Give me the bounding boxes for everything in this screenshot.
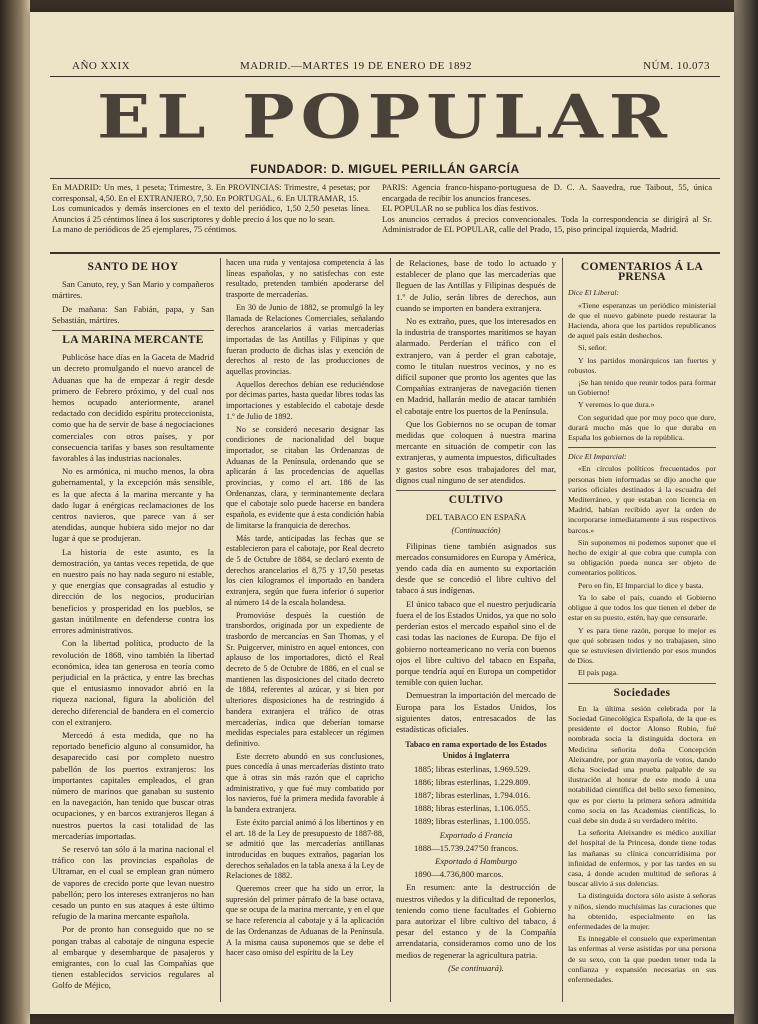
body-rule: [50, 252, 720, 254]
column-3: [396, 258, 556, 976]
paragraph: Mercedó á esta medida, que no ha reportado beneficio alguno al consumidor, ha desaparecido casi por completo nuestro pabellón de los puertos extranjeros: los importantes capitales empleados, el gran número de marinos que ganaban su sustento en la navegación, han tenido que buscar otras ocupaciones, y en barcos extranjeros llegan á nuestros puertos la casi totalidad de las mercaderías importadas.: [52, 729, 214, 841]
saint-today: San Canuto, rey, y San Mario y compañeros mártires.: [52, 279, 214, 301]
france-title: Exportado á Francia: [439, 829, 513, 840]
paragraph: Este éxito parcial animó á los libertinos y en el art. 18 de la Ley de presupuesto de 1887-88, se admitió que las mercaderías antillanas introducidas en buques extraños, pagarían los derechos señalados en la tabla anexa á la Ley de Relaciones de 1882.: [226, 817, 384, 881]
paragraph: ¡Se han tenido que reunir todos para formar un Gobierno!: [568, 378, 716, 398]
societies-heading: Sociedades: [613, 686, 671, 699]
book-binding-shadow: [0, 0, 30, 1024]
divider: [52, 330, 214, 331]
bundle-price: La mano de periódicos de 25 ejemplares, 75 céntimos.: [52, 224, 238, 234]
column-2: [226, 258, 384, 961]
press-comments-heading: COMENTARIOS Á LA PRENSA: [580, 261, 704, 284]
source-liberal: Dice El Liberal:: [568, 288, 620, 298]
paragraph: «En círculos políticos frecuentados por personas bien informadas se dijo anoche que varios oficiales destinados á la escuadra del Mediterráneo, y que estaban con licencia en Madrid, habían recibido ayer la orden de incorporarse inmediatamente á sus respectivos barcos.»: [568, 464, 716, 535]
paragraph: Aquellos derechos debían ese reduciéndose por décimas partes, hasta quedar libres todas las importaciones y establecido el cabotaje desde 1.º de Julio de 1892.: [226, 379, 384, 421]
continuation-note: (Continuación): [451, 526, 501, 536]
correspondence-note: Los anuncios cerrados á precios convencionales. Toda la correspondencia se dirigirá al Sr. Administrador de EL POPULAR, calle del Prado, 15, piso principal izquierda, Madrid.: [382, 213, 712, 234]
paragraph: Con seguridad que por muy poco que dure, durará mucho más que lo que duraba en España los gobiernos de la república.: [568, 412, 716, 443]
tobacco-heading: CULTIVO: [448, 494, 504, 507]
paragraph: Si, señor.: [578, 343, 607, 353]
paragraph: Que los Gobiernos no se ocupan de tomar medidas que coloquen á nuestra marina mercante en situación de competir con las extranjeras, y aumenta impuestos, dificultades y gastos sobre esos trabajadores del mar, dignos cual ninguno de ser atendidos.: [396, 418, 556, 485]
paris-agency: PARIS: Agencia franco-hispano-portuguesa de D. C. A. Saavedra, rue Taibout, 55, única encargada de recibir los anuncios franceses.: [382, 182, 712, 203]
paragraph: El único tabaco que el nuestro perjudicaría fuera el de los Estados Unidos, ya que no solo perderían estos el mercado español sino el de casi todas las naciones de Europa. De fijo el gobierno norteamericano no vería con buenos ojos el libre cultivo del tabaco en España, porque tendría aquí en Europa un competidor temible con quien luchar.: [396, 598, 556, 688]
year-label: AÑO XXIX: [72, 60, 131, 72]
paragraph: Demuestran la importación del mercado de Europa para los Estados Unidos, los siguientes datos, entresacados de las estadísticas oficiales.: [396, 690, 556, 734]
subscription-info: [52, 182, 370, 235]
hamburg-title: Exportado á Hamburgo: [435, 855, 517, 866]
paragraph: Y los partidos monárquicos tan fuertes y robustos.: [568, 355, 716, 375]
paragraph: No es armónica, ni mucho menos, la obra gubernamental, y la excepción más sensible, es la que afecta á la marina mercante y ha dado lugar á enérgicas reclamaciones de los centros navieros, que parece van á ser atendidas, aunque hubiera sido mejor no dar lugar á que se produjeran.: [52, 466, 214, 544]
header-rule: [50, 76, 720, 77]
paragraph: El país paga.: [578, 668, 619, 678]
dateline-bar: [50, 52, 720, 74]
column-divider: [562, 258, 563, 1002]
paragraph: La distinguida doctora sólo asiste á señoras y niños, siendo muchísimas las curaciones que ha obtenido, especialmente en las enfermedades de la mujer.: [568, 891, 716, 931]
paragraph: La señorita Aleixandre es médico auxiliar del hospital de la Princesa, donde tiene todas las mañanas su clínica concurridísima por infinidad de enfermos, y por las tardes en su casa, á donde acuden multitud de señoras á buscar alivio á sus dolencias.: [568, 828, 716, 889]
paragraph: Con la libertad política, producto de la revolución de 1868, vino también la libertad económica, idea tan generosa en teoría como perjudicial en la práctica, y entre las brechas que el entusiasmo innovador abrió en la riqueza nacional, figura la abolición del derecho diferencial de bandera en el comercio con el extranjero.: [52, 638, 214, 727]
export-line: 1885; libras esterlinas, 1.969.529.: [414, 763, 531, 774]
paragraph: Sin suponemos ni podemos suponer que el hecho de exigir al que cobra que cumpla con su obligación pueda nunca ser objeto de comentarios políticos.: [568, 537, 716, 578]
founder-rule: [50, 178, 720, 179]
column-divider: [390, 258, 391, 1002]
export-line: 1886; libras esterlinas, 1.229.809.: [414, 776, 531, 787]
paragraph: «Tiene esperanzas un periódico ministerial de que el nuevo gabinete puede restaurar la Hacienda, ahora que los partidos republicanos de aquel país están deshechos.: [568, 300, 716, 341]
column-divider: [220, 258, 221, 1002]
france-line: 1888—15.739.247'50 francos.: [414, 842, 519, 853]
paragraph: Publicóse hace días en la Gaceta de Madrid un decreto promulgando el nuevo arancel de Aduanas que ha de empezar á regir desde primero de Febrero próximo, y del cual nos hemos ocupado anteriormente, aranel redactado con decidido espíritu proteccionista, como que ha de servir de base á negociaciones comerciales con otros países, y por consecuencia tarifas y bases son resultamente favorables á las industrias nacionales.: [52, 352, 214, 464]
export-line: 1888; libras esterlinas, 1.106.055.: [414, 803, 531, 814]
paragraph: La historia de este asunto, es la demostración, ya tantas veces repetida, de que en nuestro país no hay nada seguro ni estable, y que energías que consagradas al estudio y dirección de los negocios, producirían beneficios y prosperidad en los pueblos, se gastan inútilmente en defenderse contra los errores administrativos.: [52, 546, 214, 636]
tobacco-subheading: DEL TABACO EN ESPAÑA: [425, 512, 527, 523]
paragraph: Es innegable el consuelo que experimentan las enfermas al verse asistidas por una persona de su sexo, con la que pueden tener toda la confianza y expansión necesarias en sus enfermedades.: [568, 934, 716, 984]
saint-tomorrow: De mañana: San Fabián, papa, y San Sebastián, mártires.: [52, 303, 214, 325]
paragraph: Este decreto abundó en sus conclusiones, pues concedía á unas mercaderías distinto trato que á otras sin más razón que el capricho administrativo, y que fué muy combatido por los navieros, fué la primera medida favorable á la bandera extranjera.: [226, 751, 384, 815]
source-imparcial: Dice El Imparcial:: [568, 452, 627, 462]
page-edge-shadow: [734, 0, 758, 1024]
export-table-title: Tabaco en rama exportado de los Estados Unidos á Inglaterra: [405, 740, 547, 761]
paragraph: de Relaciones, base de todo lo actuado y establecer de plano que las mercaderías que lleguen de las Antillas y Filipinas después de 1.º de Julio, serán libres de derechos, aun cuando se importen en bandera extranjera.: [396, 258, 556, 313]
paragraph: En resumen: ante la destrucción de nuestros viñedos y la dificultad de reponerlos, teniendo como tiene facultades el Gobierno para autorizar el libre cultivo del tabaco, á pesar del estanco y de la Compañía arrendataria, consideramos como uno de los medios de regenerar la agricultura patria.: [396, 882, 556, 960]
paragraph: Queremos creer que ha sido un error, la supresión del primer párrafo de la base octava, que se ocupa de la marina mercante, y en el que se hace referencia al cabotaje y á la aplicación de las Ordenanzas de Aduanas de la Península. A la misma causa suponemos que se debe el hacer caso omiso del espíritu de la Ley: [226, 884, 384, 958]
issue-number: NÚM. 10.073: [643, 60, 710, 72]
founder-line: FUNDADOR: D. MIGUEL PERILLÁN GARCÍA: [250, 162, 520, 176]
to-be-continued: (Se continuará).: [448, 962, 504, 973]
export-line: 1887; libras esterlinas, 1.794.016.: [414, 789, 531, 800]
paragraph: hacen una ruda y ventajosa competencia á las líneas españolas, y no satisfechas con este resultado, pretenden también apoderarse del trasporte de mercaderías.: [226, 258, 384, 300]
divider: [568, 683, 716, 684]
saint-heading: SANTO DE HOY: [87, 261, 179, 273]
paragraph: Promovióse después la cuestión de transbordos, originada por un expediente de trasbordo de mercancías en San Thomas, y el Sr. Puigcerver, ministro en aquel entonces, con aplauso de los importadores, dictó el Real decreto de 5 de Octubre de 1886, en el cual se mantienen las disposiciones del citado decreto de 1884, referentes al azúcar, y si bien por ulteriores disposiciones ha de restringido á bandera extranjera el tráfico de otras mercaderías, indica que deberían tomarse medidas especiales para establecer un régimen definitivo.: [226, 610, 384, 748]
masthead-title: EL POPULAR: [97, 81, 673, 152]
insertion-prices: Los comunicados y demás inserciones en el texto del periódico, 1,50 2,50 pesetas línea. Anuncios á 25 céntimos línea á los suscriptores y doble precio á los que no lo sean.: [52, 203, 370, 224]
divider: [568, 447, 716, 448]
paragraph: Por de pronto han conseguido que no se pongan trabas al cabotaje de ninguna especie al embarque y desembarque de pasajeros y emigrantes, con lo cual las Compañías que tienen establecidos servicios regulares al Golfo de Méjico,: [52, 924, 214, 991]
export-line: 1889; libras esterlinas, 1.100.055.: [414, 816, 531, 827]
subscription-prices: En MADRID: Un mes, 1 peseta; Trimestre, 3. En PROVINCIAS: Trimestre, 4 pesetas; por corresponsal, 4,50. En el EXTRANJERO, 7,50. En PORTUGAL, 6. En ULTRAMAR, 15.: [52, 182, 370, 203]
hamburg-line: 1890—4.736,800 marcos.: [414, 869, 504, 880]
paragraph: Se reservó tan sólo á la marina nacional el tráfico con las provincias españolas de Ultramar, en el cual se emplean gran número de vapores de crecido porte que levan nuestro pabellón; pero los intereses extranjeros no han cesado un punto en sus ataques á este último refugio de la marina mercante española.: [52, 843, 214, 922]
paragraph: Filipinas tiene también asignados sus mercados consumidores en Europa y América, yendo cada día en aumento su exportación desde que se concedió el libre cultivo del tabaco á sus indígenas.: [396, 540, 556, 596]
newspaper-page: [30, 12, 734, 1014]
holiday-note: EL POPULAR no se publica los días festivos.: [382, 203, 539, 213]
paragraph: En 30 de Junio de 1882, se promulgó la ley llamada de Relaciones Comerciales, señalando derechos arancelarios á varias mercaderías importadas de las Antillas y Filipinas y que fueran producto de dichas islas y exención de derechos al resto de las producciones de aquellas provincias.: [226, 302, 384, 377]
column-4: [568, 258, 716, 987]
paragraph: Y veremos lo que dura.»: [578, 400, 655, 410]
paragraph: No se consideró necesario designar las condiciones de nacionalidad del buque importador, se citaban las Ordenanzas de Aduanas de la Península, ordenando que se aplicarán á las procedencias de aquellas provincias, y como el art. 186 de las Ordenanzas, clara, y terminantemente declara que el cabotaje solo puede hacerse en bandera española, es evidente que á esta condición había de limitarse la franquicia de derechos.: [226, 424, 384, 530]
paragraph: En la última sesión celebrada por la Sociedad Ginecológica Española, de la que es presidente el doctor Alonso Rubio, fué nombrada socia la distinguida doctora en Medicina señorita doña Concepción Aleixandre, por gran mayoría de votos, dando dicha Sociedad una prueba palpable de su ilustración al honrar de este modo á una notabilidad científica del bello sexo femenino, que es por cierto la primera señora admitida como socia en las Academias científicas, lo cual debe sin duda á su verdadero mérito.: [568, 703, 716, 825]
paragraph: Ya lo sabe el país, cuando el Gobierno obligue á que todos los que tienen el deber de estar en su puesto, estén, hay que censurarle.: [568, 592, 716, 623]
divider: [396, 490, 556, 491]
paragraph: Más tarde, anticipadas las fechas que se establecieron para el cabotaje, por Real decreto de 5 de Octubre de 1884, se declaró exento de derechos arancelarios el 8,75 y 17,50 pesetas los cien kilogramos el importado en bandera extranjera, según que fuera inferior ó superior al número 14 de la escala holandesa.: [226, 533, 384, 607]
article-heading: LA MARINA MERCANTE: [62, 334, 204, 347]
paragraph: Y es para tiene razón, porque lo mejor es que qué sobrasen todos y no trabajasen, sino que se estuviesen divirtiendo por esos mundos de Dios.: [568, 625, 716, 666]
paragraph: Pero en fin, El Imparcial lo dice y basta.: [578, 580, 704, 590]
paragraph: No es extraño, pues, que los interesados en la industria de transportes marítimos se hayan alarmado. Perderían el tráfico con el extranjero, van á perder el gran cabotaje, como le titulan nuestros vecinos, y no es difícil suponer que pronto los agentes que las Compañías extranjeras de navegación tienen en Madrid, hallarán medio de atacar también el cabotaje entre los puertos de la Península.: [396, 316, 556, 416]
column-1: [52, 258, 214, 994]
date-label: MADRID.—MARTES 19 DE ENERO DE 1892: [240, 60, 473, 72]
agency-info: [382, 182, 712, 235]
